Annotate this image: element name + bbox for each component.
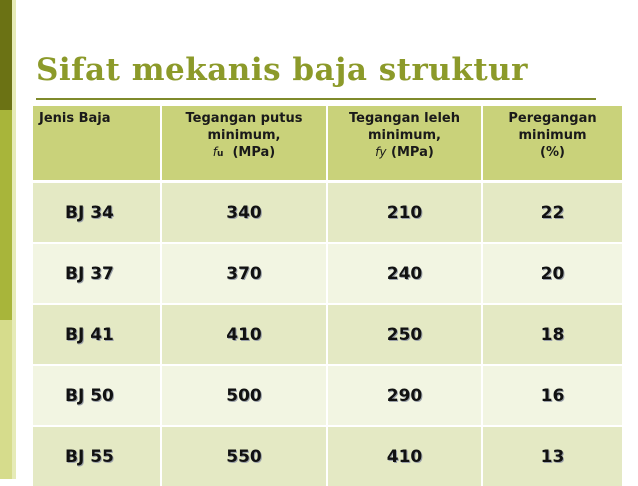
steel-properties-table xyxy=(33,106,622,486)
header-line: Tegangan putus xyxy=(185,111,303,126)
cell-yield-strength: 290 xyxy=(327,365,482,426)
symbol-fu: f xyxy=(212,145,217,159)
header-jenis-baja xyxy=(33,106,161,182)
table-row xyxy=(33,426,622,486)
cell-steel-grade: BJ 34 xyxy=(33,182,161,244)
cell-elongation: 18 xyxy=(482,304,622,365)
header-line: minimum, xyxy=(368,128,441,143)
cell-yield-strength: 240 xyxy=(327,243,482,304)
cell-steel-grade: BJ 41 xyxy=(33,304,161,365)
cell-tensile-strength: 500 xyxy=(161,365,327,426)
header-tegangan-leleh xyxy=(327,106,482,182)
symbol-fy: fy xyxy=(375,145,387,159)
cell-elongation: 13 xyxy=(482,426,622,486)
table-row xyxy=(33,243,622,304)
cell-yield-strength: 210 xyxy=(327,182,482,244)
header-unit: (MPa) xyxy=(232,145,276,160)
cell-yield-strength: 250 xyxy=(327,304,482,365)
header-unit: (%) xyxy=(540,145,565,160)
table-header-row xyxy=(33,106,622,182)
header-tegangan-putus xyxy=(161,106,327,182)
header-line: Peregangan xyxy=(508,111,597,126)
table-row xyxy=(33,304,622,365)
header-peregangan xyxy=(482,106,622,182)
header-label: Jenis Baja xyxy=(39,111,111,126)
cell-tensile-strength: 550 xyxy=(161,426,327,486)
cell-steel-grade: BJ 55 xyxy=(33,426,161,486)
cell-steel-grade: BJ 50 xyxy=(33,365,161,426)
cell-tensile-strength: 410 xyxy=(161,304,327,365)
header-unit: (MPa) xyxy=(391,145,434,160)
cell-tensile-strength: 370 xyxy=(161,243,327,304)
header-line: minimum, xyxy=(207,128,281,143)
cell-elongation: 16 xyxy=(482,365,622,426)
page-title: Sifat mekanis baja struktur xyxy=(36,52,529,88)
table-row xyxy=(33,365,622,426)
cell-yield-strength: 410 xyxy=(327,426,482,486)
header-line: minimum xyxy=(518,128,587,143)
title-underline xyxy=(36,98,596,100)
header-line: Tegangan leleh xyxy=(349,111,460,126)
header-symbol-line xyxy=(166,144,322,163)
symbol-subscript: u xyxy=(216,149,224,159)
left-stripe-dark xyxy=(0,0,12,110)
left-stripe-light xyxy=(0,320,12,479)
left-stripe-thin xyxy=(12,0,16,479)
cell-steel-grade: BJ 37 xyxy=(33,243,161,304)
cell-elongation: 22 xyxy=(482,182,622,244)
header-symbol-line xyxy=(332,144,477,161)
cell-tensile-strength: 340 xyxy=(161,182,327,244)
left-stripe-mid xyxy=(0,110,12,320)
table-row xyxy=(33,182,622,244)
cell-elongation: 20 xyxy=(482,243,622,304)
